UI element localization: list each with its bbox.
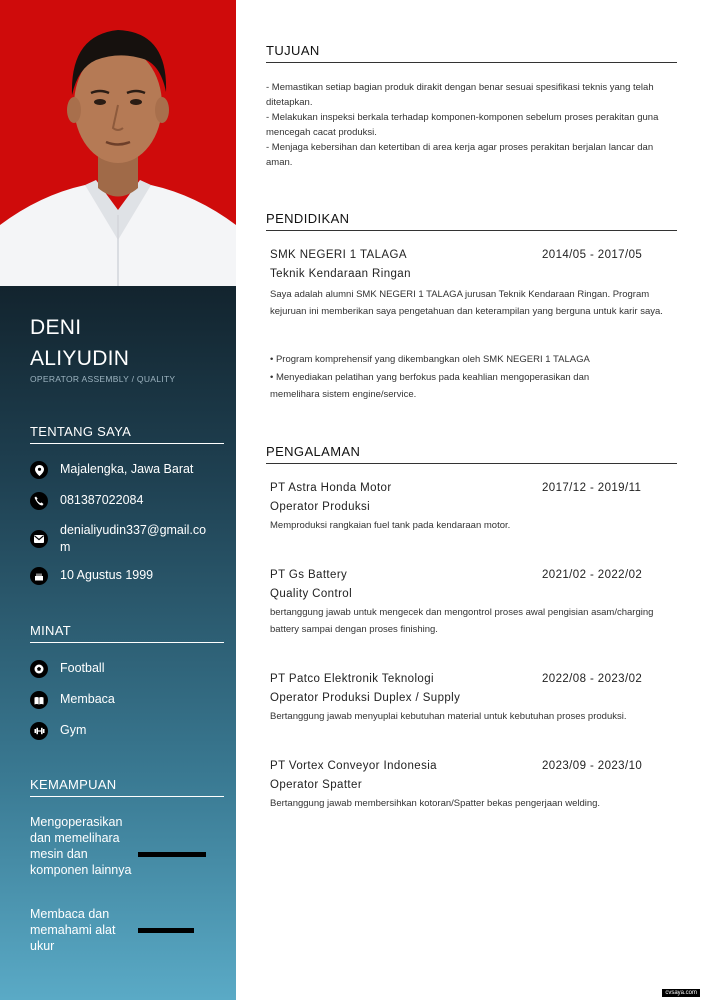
experience-company: PT Vortex Conveyor Indonesia [270,760,437,772]
education-school: SMK NEGERI 1 TALAGA [270,249,407,261]
book-icon [30,691,48,709]
experience-company: PT Patco Elektronik Teknologi [270,673,434,685]
experience-description: Bertanggung jawab menyuplai kebutuhan material untuk kebutuhan proses produksi. [270,711,627,722]
contact-phone [30,492,230,510]
skill-level-bar [138,928,194,933]
contact-email [30,522,208,556]
main-content [236,0,706,1000]
objective-text [266,80,676,170]
birthday-cake-icon [30,567,48,585]
profile-photo [0,0,236,286]
interest-item [30,660,230,678]
experience-dates: 2022/08 - 2023/02 [542,673,643,685]
email-text[interactable]: denialiyudin337@gmail.com [60,523,207,554]
interest-item [30,691,230,709]
education-dates: 2014/05 - 2017/05 [542,249,643,261]
full-name [30,312,220,374]
experience-company: PT Gs Battery [270,569,348,581]
interests-heading: MINAT [30,623,224,643]
education-heading: PENDIDIKAN [266,211,677,231]
location-pin-icon [30,461,48,479]
dumbbell-icon [30,722,48,740]
sidebar [0,0,236,1000]
interest-label: Gym [60,723,87,737]
location-text: Majalengka, Jawa Barat [60,462,194,476]
education-major: Teknik Kendaraan Ringan [270,268,411,280]
experience-description: bertanggung jawab untuk mengecek dan mengontrol proses awal pengisian asam/charging battery sampai dengan proses finishing. [270,607,654,635]
interest-label: Membaca [60,692,115,706]
phone-text[interactable]: 081387022084 [60,493,144,507]
objective-line: - Menjaga kebersihan dan ketertiban di area kerja agar proses perakitan berjalan lancar dan aman. [266,142,654,168]
experience-description: Memproduksi rangkaian fuel tank pada kendaraan motor. [270,520,511,531]
job-title: OPERATOR ASSEMBLY / QUALITY [30,374,176,384]
education-bullet: • Menyediakan pelatihan yang berfokus pada keahlian mengoperasikan dan memelihara sistem engine/service. [270,372,590,400]
experience-position: Operator Produksi Duplex / Supply [270,692,461,704]
experience-dates: 2017/12 - 2019/11 [542,482,642,494]
portrait-illustration [0,0,236,286]
contact-birthdate [30,567,230,585]
football-icon [30,660,48,678]
objective-line: - Memastikan setiap bagian produk dirakit dengan benar sesuai spesifikasi teknis yang telah ditetapkan. [266,82,654,108]
objective-line: - Melakukan inspeksi berkala terhadap komponen-komponen sebelum proses perakitan guna mencegah cacat produksi. [266,112,659,138]
skill-label: Membaca dan memahami alat ukur [30,907,116,953]
experience-company: PT Astra Honda Motor [270,482,392,494]
interest-item [30,722,230,740]
watermark-label: cvsaya.com [662,989,700,997]
interest-label: Football [60,661,105,675]
education-bullet: • Program komprehensif yang dikembangkan oleh SMK NEGERI 1 TALAGA [270,354,590,365]
skill-level-bar [138,852,206,857]
contact-location [30,461,230,479]
email-icon [30,530,48,548]
experience-position: Quality Control [270,588,353,600]
name-line-2: ALIYUDIN [30,347,130,370]
experience-description: Bertanggung jawab membersihkan kotoran/Spatter bekas pengerjaan welding. [270,798,601,809]
skill-label: Mengoperasikan dan memelihara mesin dan komponen lainnya [30,815,132,877]
objective-heading: TUJUAN [266,43,677,63]
phone-icon [30,492,48,510]
skills-heading: KEMAMPUAN [30,777,224,797]
about-heading: TENTANG SAYA [30,424,224,444]
experience-dates: 2021/02 - 2022/02 [542,569,643,581]
experience-dates: 2023/09 - 2023/10 [542,760,643,772]
birthdate-text: 10 Agustus 1999 [60,568,154,582]
experience-position: Operator Spatter [270,779,363,791]
education-description: Saya adalah alumni SMK NEGERI 1 TALAGA jurusan Teknik Kendaraan Ringan. Program kejuruan ini memberikan saya pengetahuan dan keterampilan yang berguna untuk karir saya. [270,289,663,317]
name-line-1: DENI [30,316,82,339]
experience-heading: PENGALAMAN [266,444,677,464]
experience-position: Operator Produksi [270,501,371,513]
